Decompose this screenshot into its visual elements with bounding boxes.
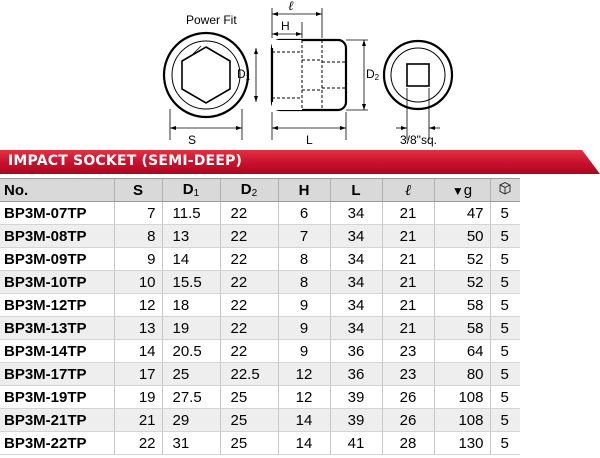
cell-pack: 5 [490, 294, 520, 317]
cell-s: 14 [114, 340, 162, 363]
table-row [0, 432, 520, 455]
cell-part-number: BP3M-12TP [0, 294, 114, 317]
col-header-no: No. [0, 179, 114, 202]
table-row [0, 225, 520, 248]
cell-h: 14 [278, 409, 330, 432]
col-header-d2: $D_2$ [220, 179, 278, 202]
front-outer-circle [164, 33, 248, 117]
cell-part-number: BP3M-21TP [0, 409, 114, 432]
cell-l: 41 [330, 432, 382, 455]
cell-l: 39 [330, 386, 382, 409]
table-row [0, 202, 520, 225]
cell-l: 34 [330, 271, 382, 294]
cell-l: 34 [330, 248, 382, 271]
cell-d2: 22 [220, 294, 278, 317]
cell-d1: 11.5 [162, 202, 220, 225]
side-view [254, 8, 368, 140]
cell-part-number: BP3M-09TP [0, 248, 114, 271]
cell-l: 34 [330, 317, 382, 340]
cell-part-number: BP3M-14TP [0, 340, 114, 363]
cell-weight: 58 [434, 317, 490, 340]
socket-diagram [0, 0, 600, 148]
table-row [0, 340, 520, 363]
cell-d1: 29 [162, 409, 220, 432]
cell-s: 17 [114, 363, 162, 386]
cell-d2: 22 [220, 248, 278, 271]
cell-l-small: 23 [382, 363, 434, 386]
cell-part-number: BP3M-22TP [0, 432, 114, 455]
cell-h: 12 [278, 386, 330, 409]
title-band-tip [582, 150, 600, 174]
cell-l-small: 26 [382, 386, 434, 409]
col-header-l: L [330, 179, 382, 202]
cell-pack: 5 [490, 225, 520, 248]
dim-l-label: L [306, 133, 313, 147]
table-row [0, 409, 520, 432]
back-inner-circle [391, 48, 445, 102]
cell-d2: 25 [220, 432, 278, 455]
cell-d2: 22 [220, 202, 278, 225]
cell-s: 19 [114, 386, 162, 409]
cell-d1: 14 [162, 248, 220, 271]
cell-pack: 5 [490, 409, 520, 432]
cell-weight: 58 [434, 294, 490, 317]
cell-d1: 27.5 [162, 386, 220, 409]
cell-l: 34 [330, 225, 382, 248]
cell-pack: 5 [490, 363, 520, 386]
cell-part-number: BP3M-17TP [0, 363, 114, 386]
cell-l-small: 21 [382, 317, 434, 340]
cell-h: 14 [278, 432, 330, 455]
cell-h: 9 [278, 317, 330, 340]
cell-h: 12 [278, 363, 330, 386]
cell-d2: 22 [220, 340, 278, 363]
socket-drawing [0, 0, 600, 148]
cell-weight: 47 [434, 202, 490, 225]
weight-triangle-icon: ▼ [451, 183, 464, 198]
cell-s: 21 [114, 409, 162, 432]
cell-h: 9 [278, 340, 330, 363]
cell-l-small: 28 [382, 432, 434, 455]
cell-pack: 5 [490, 432, 520, 455]
cell-d2: 25 [220, 386, 278, 409]
cell-weight: 50 [434, 225, 490, 248]
table-row [0, 294, 520, 317]
table-row [0, 386, 520, 409]
cell-l-small: 23 [382, 340, 434, 363]
spec-table [0, 178, 520, 455]
col-header-h: H [278, 179, 330, 202]
cell-s: 8 [114, 225, 162, 248]
cell-d2: 22 [220, 271, 278, 294]
cell-l: 39 [330, 409, 382, 432]
table-header-row [0, 179, 520, 202]
cell-l: 36 [330, 363, 382, 386]
dim-s-label: S [188, 133, 197, 147]
cell-weight: 108 [434, 409, 490, 432]
cell-h: 6 [278, 202, 330, 225]
cell-d1: 18 [162, 294, 220, 317]
cell-l-small: 21 [382, 294, 434, 317]
cell-weight: 108 [434, 386, 490, 409]
cell-weight: 64 [434, 340, 490, 363]
dim-d1-label: D1 [237, 67, 251, 82]
cell-s: 10 [114, 271, 162, 294]
cell-weight: 80 [434, 363, 490, 386]
col-header-d1: $D_1$ [162, 179, 220, 202]
cell-part-number: BP3M-19TP [0, 386, 114, 409]
table-row [0, 317, 520, 340]
spec-table-body [0, 202, 520, 455]
cell-part-number: BP3M-13TP [0, 317, 114, 340]
cell-d2: 22 [220, 225, 278, 248]
cell-d1: 31 [162, 432, 220, 455]
cell-part-number: BP3M-10TP [0, 271, 114, 294]
cell-part-number: BP3M-07TP [0, 202, 114, 225]
cell-s: 9 [114, 248, 162, 271]
cell-l-small: 21 [382, 225, 434, 248]
cell-l-small: 21 [382, 248, 434, 271]
table-row [0, 363, 520, 386]
cell-d1: 25 [162, 363, 220, 386]
power-fit-label: Power Fit [186, 13, 237, 27]
cell-pack: 5 [490, 340, 520, 363]
cell-l: 34 [330, 294, 382, 317]
table-row [0, 271, 520, 294]
cell-d1: 15.5 [162, 271, 220, 294]
cell-s: 13 [114, 317, 162, 340]
cell-s: 12 [114, 294, 162, 317]
cell-weight: 52 [434, 248, 490, 271]
cell-pack: 5 [490, 202, 520, 225]
back-outer-circle [384, 41, 452, 109]
cell-pack: 5 [490, 248, 520, 271]
col-header-weight: ▼g [434, 179, 490, 202]
cell-d1: 19 [162, 317, 220, 340]
cell-weight: 130 [434, 432, 490, 455]
col-header-l-small: ℓ [382, 179, 434, 202]
dim-h-label: H [281, 19, 290, 33]
cell-d2: 25 [220, 409, 278, 432]
section-title-band [0, 150, 600, 174]
cell-l: 36 [330, 340, 382, 363]
drive-size-label: 3/8"sq. [400, 133, 437, 147]
cell-l-small: 21 [382, 271, 434, 294]
cell-d1: 20.5 [162, 340, 220, 363]
cell-pack: 5 [490, 386, 520, 409]
cell-pack: 5 [490, 271, 520, 294]
col-header-pack [490, 179, 520, 202]
dim-l-small-label: ℓ [288, 0, 294, 14]
cell-h: 7 [278, 225, 330, 248]
cell-l: 34 [330, 202, 382, 225]
front-view [164, 33, 248, 140]
cell-d1: 13 [162, 225, 220, 248]
cell-weight: 52 [434, 271, 490, 294]
table-row [0, 248, 520, 271]
cell-s: 22 [114, 432, 162, 455]
cell-d2: 22.5 [220, 363, 278, 386]
cell-part-number: BP3M-08TP [0, 225, 114, 248]
hex-opening [182, 47, 230, 103]
cell-pack: 5 [490, 317, 520, 340]
cell-l-small: 21 [382, 202, 434, 225]
cell-d2: 22 [220, 317, 278, 340]
back-view [384, 41, 452, 140]
cell-s: 7 [114, 202, 162, 225]
col-header-s: S [114, 179, 162, 202]
section-title: IMPACT SOCKET (SEMI-DEEP) [8, 153, 243, 169]
dim-d2-label: D2 [366, 67, 380, 82]
cell-h: 8 [278, 271, 330, 294]
box-icon [498, 181, 512, 195]
cell-h: 8 [278, 248, 330, 271]
cell-l-small: 26 [382, 409, 434, 432]
square-drive [407, 64, 429, 86]
cell-h: 9 [278, 294, 330, 317]
